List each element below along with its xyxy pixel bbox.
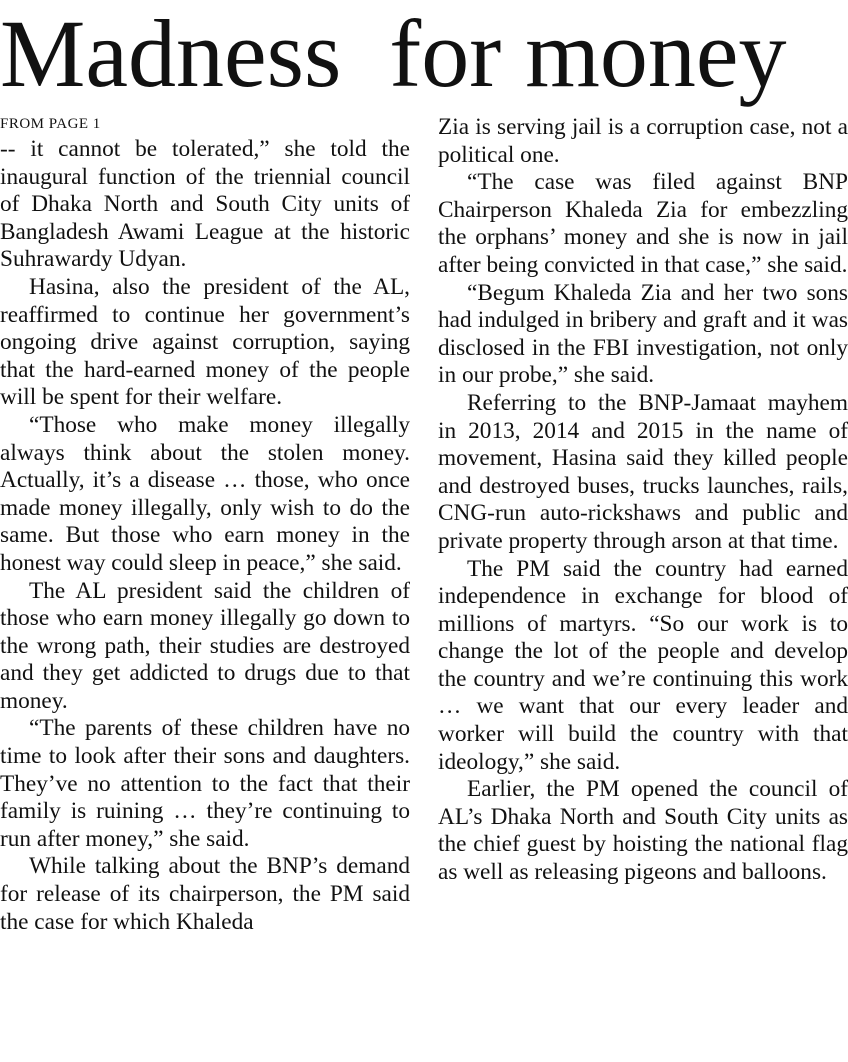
body-paragraph: Earlier, the PM opened the council of AL’s Dhaka North and South City units as the chief guest by hoisting the national flag as well as releasing pigeons and balloons. [438,776,848,886]
body-paragraph: While talking about the BNP’s demand for release of its chairperson, the PM said the case for which Khaleda [0,853,410,935]
body-paragraph: Hasina, also the president of the AL, reaffirmed to continue her government’s ongoing drive against corruption, saying that the hard-earned money of the people will be spent for their welfare. [0,273,410,411]
body-paragraph: Zia is serving jail is a corruption case, not a political one. [438,114,848,168]
article-headline: Madness for money [0,0,787,107]
body-paragraph: Referring to the BNP-Jamaat mayhem in 2013, 2014 and 2015 in the name of movement, Hasina said they killed people and destroyed buses, trucks launches, rails, CNG-run auto-rickshaws and public and private property through arson at that time. [438,389,848,554]
body-paragraph: The PM said the country had earned independence in exchange for blood of millions of martyrs. “So our work is to change the lot of the people and develop the country and we’re continuing this work … we want that our every leader and worker will build the country with that ideology,” she said. [438,555,848,775]
article-column-right [438,114,848,1060]
body-paragraph: The AL president said the children of those who earn money illegally go down to the wrong path, their studies are destroyed and they get addicted to drugs due to that money. [0,577,410,714]
body-paragraph: “The parents of these children have no time to look after their sons and daughters. They’ve no attention to the fact that their family is ruining … they’re continuing to run after money,” she said. [0,715,410,852]
body-paragraph: “Begum Khaleda Zia and her two sons had indulged in bribery and graft and it was disclosed in the FBI investigation, not only in our probe,” she said. [438,279,848,389]
body-paragraph: -- it cannot be tolerated,” she told the inaugural function of the triennial council of Dhaka North and South City units of Bangladesh Awami League at the historic Suhrawardy Udyan. [0,136,410,273]
body-paragraph: “The case was filed against BNP Chairperson Khaleda Zia for embezzling the orphans’ money and she is now in jail after being convicted in that case,” she said. [438,169,848,278]
body-paragraph: “Those who make money illegally always think about the stolen money. Actually, it’s a disease … those, who once made money illegally, only wish to do the same. But those who earn money in the honest way could sleep in peace,” she said. [0,411,410,576]
continuation-kicker: FROM PAGE 1 [0,116,101,132]
article-column-left [0,114,410,1060]
